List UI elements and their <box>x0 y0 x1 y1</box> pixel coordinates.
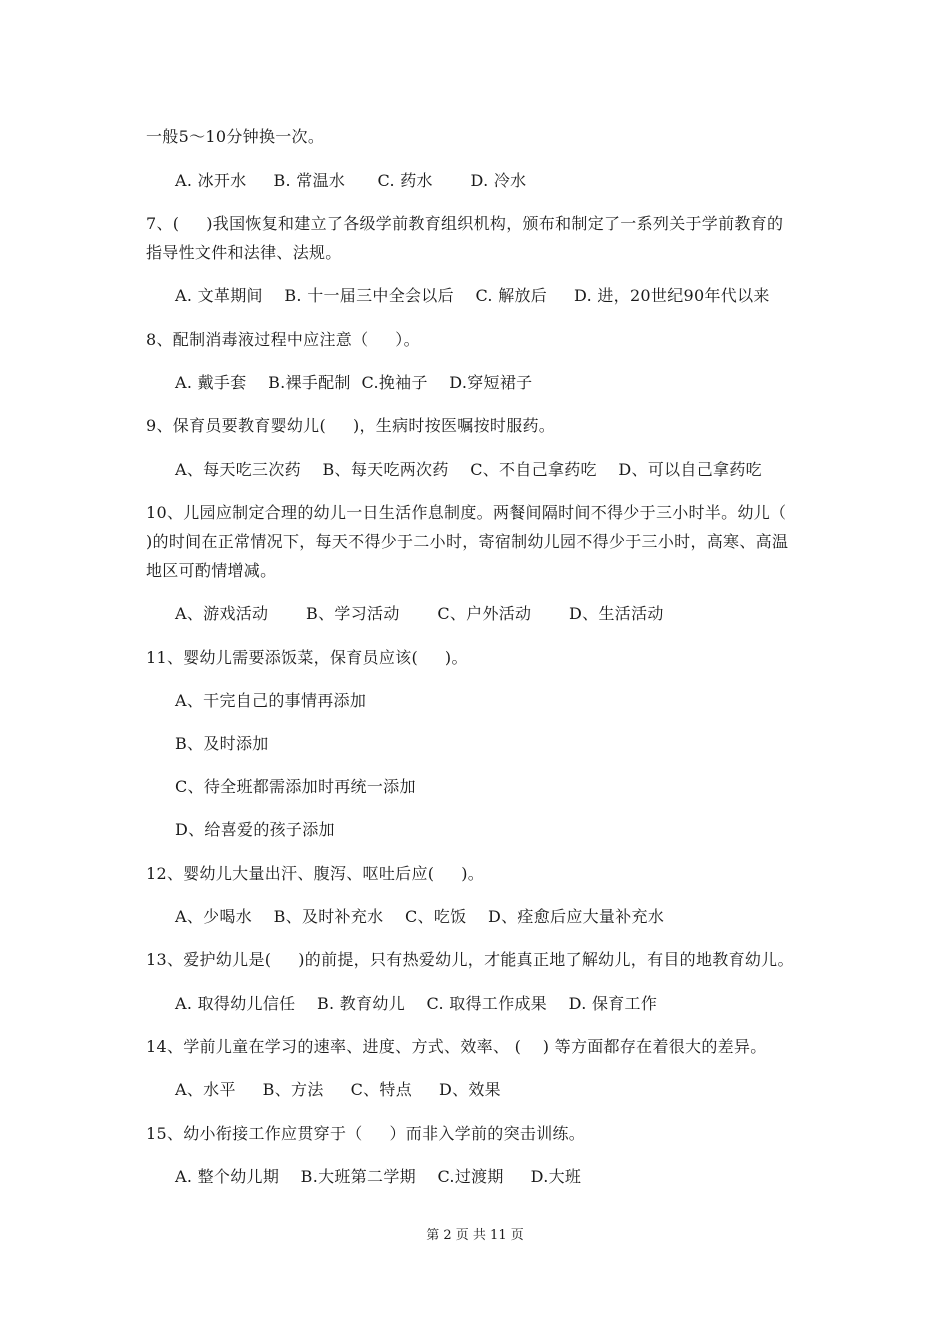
page-footer: 第 2 页 共 11 页 <box>426 1228 524 1243</box>
question-14: 14、学前儿童在学习的速率、进度、方式、效率、 ( ) 等方面都存在着很大的差异。 <box>146 1037 767 1056</box>
option-d: D、给喜爱的孩子添加 <box>175 820 335 839</box>
text-line: 一般5～10分钟换一次。 <box>146 127 325 146</box>
option-line: A. 取得幼儿信任 B. 教育幼儿 C. 取得工作成果 D. 保育工作 <box>175 994 658 1013</box>
question-10-cont: )的时间在正常情况下，每天不得少于二小时，寄宿制幼儿园不得少于三小时，高寒、高温 <box>146 532 789 551</box>
option-line: A. 戴手套 B.裸手配制 C.挽袖子 D.穿短裙子 <box>175 373 533 392</box>
question-10: 10、儿园应制定合理的幼儿一日生活作息制度。两餐间隔时间不得少于三小时半。幼儿（ <box>146 503 787 522</box>
question-8: 8、配制消毒液过程中应注意（ ）。 <box>146 330 420 349</box>
question-9: 9、保育员要教育婴幼儿( )，生病时按医嘱按时服药。 <box>146 416 556 435</box>
question-12: 12、婴幼儿大量出汗、腹泻、呕吐后应( )。 <box>146 864 485 883</box>
option-line: A、少喝水 B、及时补充水 C、吃饭 D、痊愈后应大量补充水 <box>175 907 665 926</box>
option-line: A、水平 B、方法 C、特点 D、效果 <box>175 1080 501 1099</box>
question-7-cont: 指导性文件和法律、法规。 <box>146 243 342 262</box>
option-b: B、及时添加 <box>175 734 269 753</box>
option-c: C、待全班都需添加时再统一添加 <box>175 777 416 796</box>
question-15: 15、幼小衔接工作应贯穿于（ ）而非入学前的突击训练。 <box>146 1124 586 1143</box>
option-a: A、干完自己的事情再添加 <box>175 691 367 710</box>
question-11: 11、婴幼儿需要添饭菜，保育员应该( )。 <box>146 648 468 667</box>
option-line: A、游戏活动 B、学习活动 C、户外活动 D、生活活动 <box>175 604 664 623</box>
question-10-cont: 地区可酌情增减。 <box>146 561 277 580</box>
question-13: 13、爱护幼儿是( )的前提，只有热爱幼儿，才能真正地了解幼儿，有目的地教育幼儿。 <box>146 950 794 969</box>
option-line: A. 冰开水 B. 常温水 C. 药水 D. 冷水 <box>175 171 527 190</box>
question-7: 7、( )我国恢复和建立了各级学前教育组织机构，颁布和制定了一系列关于学前教育的 <box>146 214 784 233</box>
option-line: A. 整个幼儿期 B.大班第二学期 C.过渡期 D.大班 <box>175 1167 582 1186</box>
option-line: A、每天吃三次药 B、每天吃两次药 C、不自己拿药吃 D、可以自己拿药吃 <box>175 460 762 479</box>
option-line: A. 文革期间 B. 十一届三中全会以后 C. 解放后 D. 进，20世纪90年代以来 <box>175 286 770 305</box>
